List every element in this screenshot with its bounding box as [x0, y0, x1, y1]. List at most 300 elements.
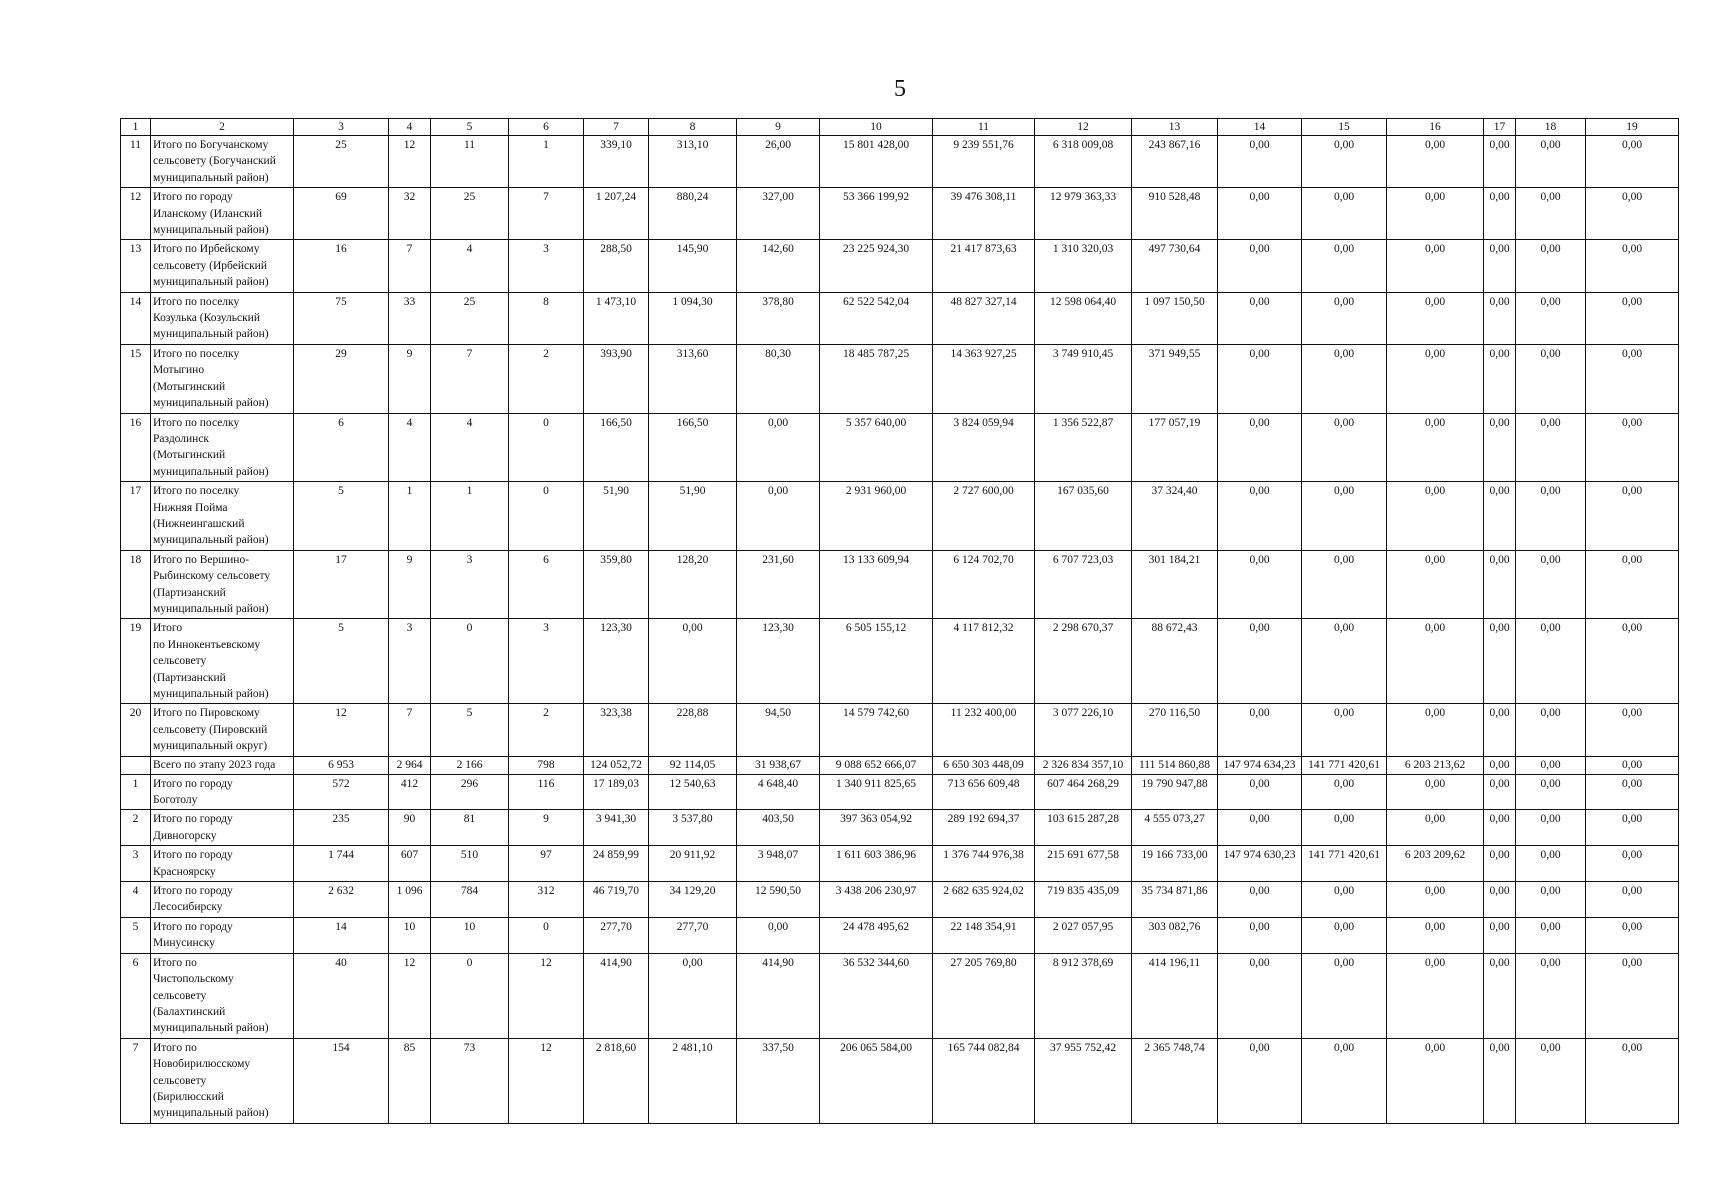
- table-row: [121, 953, 1679, 1038]
- value-cell: 3 537,80: [649, 810, 737, 846]
- value-cell: 4: [431, 240, 509, 292]
- value-cell: 0,00: [1218, 240, 1302, 292]
- value-cell: 0,00: [1586, 756, 1679, 774]
- value-cell: 32: [389, 188, 431, 240]
- value-cell: 0,00: [1586, 188, 1679, 240]
- value-cell: 0,00: [1302, 292, 1387, 344]
- value-cell: 228,88: [649, 704, 737, 756]
- value-cell: 1 207,24: [584, 188, 649, 240]
- value-cell: 497 730,64: [1132, 240, 1218, 292]
- value-cell: 19 166 733,00: [1132, 846, 1218, 882]
- value-cell: 0,00: [1387, 917, 1484, 953]
- value-cell: 0,00: [737, 413, 820, 482]
- value-cell: 11 232 400,00: [933, 704, 1035, 756]
- value-cell: 1 376 744 976,38: [933, 846, 1035, 882]
- table-row: [121, 619, 1679, 704]
- value-cell: 4: [431, 413, 509, 482]
- header-cell: 14: [1218, 119, 1302, 136]
- value-cell: 0,00: [1387, 344, 1484, 413]
- row-name-cell: Итого по Чистопольскому сельсовету (Балахтинский муниципальный район): [151, 953, 294, 1038]
- value-cell: 5 357 640,00: [820, 413, 933, 482]
- value-cell: 607: [389, 846, 431, 882]
- value-cell: 166,50: [584, 413, 649, 482]
- value-cell: 5: [294, 619, 389, 704]
- value-cell: 0,00: [1387, 292, 1484, 344]
- row-number-cell: 4: [121, 882, 151, 918]
- value-cell: 277,70: [584, 917, 649, 953]
- value-cell: 69: [294, 188, 389, 240]
- value-cell: 26,00: [737, 136, 820, 188]
- value-cell: 1 096: [389, 882, 431, 918]
- value-cell: 0,00: [1586, 917, 1679, 953]
- value-cell: 5: [294, 482, 389, 551]
- row-name-cell: Итого по городу Красноярску: [151, 846, 294, 882]
- value-cell: 0,00: [1387, 413, 1484, 482]
- value-cell: 46 719,70: [584, 882, 649, 918]
- value-cell: 2 931 960,00: [820, 482, 933, 551]
- value-cell: 397 363 054,92: [820, 810, 933, 846]
- value-cell: 29: [294, 344, 389, 413]
- value-cell: 2 027 057,95: [1035, 917, 1132, 953]
- row-number-cell: 13: [121, 240, 151, 292]
- value-cell: 393,90: [584, 344, 649, 413]
- value-cell: 16: [294, 240, 389, 292]
- header-cell: 15: [1302, 119, 1387, 136]
- value-cell: 85: [389, 1038, 431, 1123]
- value-cell: 910 528,48: [1132, 188, 1218, 240]
- value-cell: 94,50: [737, 704, 820, 756]
- value-cell: 0,00: [1484, 413, 1516, 482]
- value-cell: 0,00: [1218, 882, 1302, 918]
- data-table: [120, 118, 1679, 1124]
- value-cell: 231,60: [737, 550, 820, 619]
- value-cell: 0,00: [1484, 953, 1516, 1038]
- value-cell: 0,00: [1387, 882, 1484, 918]
- value-cell: 4: [389, 413, 431, 482]
- value-cell: 111 514 860,88: [1132, 756, 1218, 774]
- value-cell: 88 672,43: [1132, 619, 1218, 704]
- value-cell: 313,10: [649, 136, 737, 188]
- value-cell: 337,50: [737, 1038, 820, 1123]
- value-cell: 0,00: [1387, 619, 1484, 704]
- header-cell: 1: [121, 119, 151, 136]
- value-cell: 0,00: [1484, 619, 1516, 704]
- value-cell: 4 117 812,32: [933, 619, 1035, 704]
- value-cell: 0,00: [1387, 704, 1484, 756]
- value-cell: 0,00: [1387, 240, 1484, 292]
- value-cell: 0,00: [1484, 482, 1516, 551]
- value-cell: 6 203 209,62: [1387, 846, 1484, 882]
- value-cell: 1 340 911 825,65: [820, 774, 933, 810]
- value-cell: 0,00: [1586, 882, 1679, 918]
- value-cell: 40: [294, 953, 389, 1038]
- value-cell: 0,00: [1218, 550, 1302, 619]
- value-cell: 147 974 634,23: [1218, 756, 1302, 774]
- value-cell: 97: [509, 846, 584, 882]
- value-cell: 1 744: [294, 846, 389, 882]
- value-cell: 0,00: [1218, 482, 1302, 551]
- value-cell: 9 239 551,76: [933, 136, 1035, 188]
- row-name-cell: Итого по Богучанскому сельсовету (Богучанский муниципальный район): [151, 136, 294, 188]
- value-cell: 0,00: [1516, 550, 1586, 619]
- value-cell: 0,00: [1586, 1038, 1679, 1123]
- value-cell: 0,00: [1218, 619, 1302, 704]
- table-row: [121, 846, 1679, 882]
- value-cell: 9: [509, 810, 584, 846]
- value-cell: 0,00: [1302, 550, 1387, 619]
- value-cell: 17 189,03: [584, 774, 649, 810]
- value-cell: 24 859,99: [584, 846, 649, 882]
- row-name-cell: Итого по Пировскому сельсовету (Пировский муниципальный округ): [151, 704, 294, 756]
- row-name-cell: Итого по поселку Нижняя Пойма (Нижнеингашский муниципальный район): [151, 482, 294, 551]
- row-number-cell: 16: [121, 413, 151, 482]
- value-cell: 784: [431, 882, 509, 918]
- value-cell: 0: [509, 917, 584, 953]
- value-cell: 12: [389, 953, 431, 1038]
- value-cell: 0,00: [1302, 413, 1387, 482]
- value-cell: 147 974 630,23: [1218, 846, 1302, 882]
- header-cell: 18: [1516, 119, 1586, 136]
- value-cell: 20 911,92: [649, 846, 737, 882]
- row-number-cell: 14: [121, 292, 151, 344]
- row-number-cell: 18: [121, 550, 151, 619]
- value-cell: 7: [389, 704, 431, 756]
- value-cell: 12 598 064,40: [1035, 292, 1132, 344]
- value-cell: 0,00: [1484, 240, 1516, 292]
- value-cell: 123,30: [737, 619, 820, 704]
- value-cell: 2 365 748,74: [1132, 1038, 1218, 1123]
- value-cell: 0: [509, 413, 584, 482]
- value-cell: 18 485 787,25: [820, 344, 933, 413]
- value-cell: 48 827 327,14: [933, 292, 1035, 344]
- value-cell: 0,00: [1586, 292, 1679, 344]
- value-cell: 24 478 495,62: [820, 917, 933, 953]
- table-row: [121, 482, 1679, 551]
- value-cell: 0,00: [1516, 810, 1586, 846]
- value-cell: 12: [509, 1038, 584, 1123]
- value-cell: 116: [509, 774, 584, 810]
- value-cell: 0,00: [649, 953, 737, 1038]
- value-cell: 0,00: [1586, 704, 1679, 756]
- header-cell: 7: [584, 119, 649, 136]
- value-cell: 243 867,16: [1132, 136, 1218, 188]
- value-cell: 0,00: [1586, 810, 1679, 846]
- value-cell: 0,00: [1484, 704, 1516, 756]
- value-cell: 145,90: [649, 240, 737, 292]
- value-cell: 5: [431, 704, 509, 756]
- header-cell: 5: [431, 119, 509, 136]
- value-cell: 0,00: [1218, 188, 1302, 240]
- value-cell: 9: [389, 550, 431, 619]
- row-number-cell: [121, 756, 151, 774]
- value-cell: 6 707 723,03: [1035, 550, 1132, 619]
- value-cell: 880,24: [649, 188, 737, 240]
- value-cell: 0,00: [1302, 482, 1387, 551]
- value-cell: 0,00: [1484, 882, 1516, 918]
- value-cell: 0,00: [1586, 413, 1679, 482]
- value-cell: 37 324,40: [1132, 482, 1218, 551]
- value-cell: 2 818,60: [584, 1038, 649, 1123]
- value-cell: 2 632: [294, 882, 389, 918]
- value-cell: 9: [389, 344, 431, 413]
- value-cell: 3: [389, 619, 431, 704]
- header-cell: 2: [151, 119, 294, 136]
- value-cell: 12 979 363,33: [1035, 188, 1132, 240]
- value-cell: 0,00: [1484, 846, 1516, 882]
- row-name-cell: Итого по поселку Козулька (Козульский муниципальный район): [151, 292, 294, 344]
- row-name-cell: Итого по городу Лесосибирску: [151, 882, 294, 918]
- table-row: [121, 1038, 1679, 1123]
- value-cell: 0,00: [1302, 188, 1387, 240]
- value-cell: 607 464 268,29: [1035, 774, 1132, 810]
- table-row: [121, 704, 1679, 756]
- value-cell: 123,30: [584, 619, 649, 704]
- value-cell: 142,60: [737, 240, 820, 292]
- value-cell: 0,00: [1516, 846, 1586, 882]
- value-cell: 0,00: [1218, 344, 1302, 413]
- value-cell: 17: [294, 550, 389, 619]
- value-cell: 53 366 199,92: [820, 188, 933, 240]
- value-cell: 2 964: [389, 756, 431, 774]
- value-cell: 0: [509, 482, 584, 551]
- value-cell: 270 116,50: [1132, 704, 1218, 756]
- value-cell: 414,90: [584, 953, 649, 1038]
- header-cell: 11: [933, 119, 1035, 136]
- header-cell: 3: [294, 119, 389, 136]
- value-cell: 327,00: [737, 188, 820, 240]
- value-cell: 0,00: [1586, 482, 1679, 551]
- value-cell: 3 077 226,10: [1035, 704, 1132, 756]
- value-cell: 378,80: [737, 292, 820, 344]
- value-cell: 0,00: [1484, 292, 1516, 344]
- value-cell: 0,00: [1302, 136, 1387, 188]
- value-cell: 19 790 947,88: [1132, 774, 1218, 810]
- value-cell: 51,90: [584, 482, 649, 551]
- value-cell: 1 473,10: [584, 292, 649, 344]
- value-cell: 2 298 670,37: [1035, 619, 1132, 704]
- value-cell: 2 166: [431, 756, 509, 774]
- row-name-cell: Итого по Иннокентьевскому сельсовету (Партизанский муниципальный район): [151, 619, 294, 704]
- value-cell: 23 225 924,30: [820, 240, 933, 292]
- value-cell: 167 035,60: [1035, 482, 1132, 551]
- value-cell: 0,00: [1516, 917, 1586, 953]
- row-name-cell: Итого по городу Минусинску: [151, 917, 294, 953]
- value-cell: 0,00: [1516, 774, 1586, 810]
- value-cell: 412: [389, 774, 431, 810]
- value-cell: 0,00: [1302, 953, 1387, 1038]
- value-cell: 0,00: [1516, 953, 1586, 1038]
- value-cell: 0,00: [1387, 774, 1484, 810]
- page-number: 5: [894, 76, 906, 102]
- row-name-cell: Итого по городу Иланскому (Иланский муниципальный район): [151, 188, 294, 240]
- value-cell: 0,00: [1516, 619, 1586, 704]
- value-cell: 0,00: [1387, 482, 1484, 551]
- value-cell: 6: [509, 550, 584, 619]
- value-cell: 51,90: [649, 482, 737, 551]
- value-cell: 713 656 609,48: [933, 774, 1035, 810]
- value-cell: 0,00: [1387, 953, 1484, 1038]
- value-cell: 215 691 677,58: [1035, 846, 1132, 882]
- value-cell: 1: [431, 482, 509, 551]
- value-cell: 0,00: [1516, 704, 1586, 756]
- value-cell: 0,00: [1516, 188, 1586, 240]
- value-cell: 35 734 871,86: [1132, 882, 1218, 918]
- header-cell: 9: [737, 119, 820, 136]
- value-cell: 0,00: [1302, 344, 1387, 413]
- value-cell: 0,00: [1387, 136, 1484, 188]
- value-cell: 0,00: [1302, 882, 1387, 918]
- value-cell: 235: [294, 810, 389, 846]
- value-cell: 0,00: [1516, 136, 1586, 188]
- value-cell: 0,00: [1586, 846, 1679, 882]
- value-cell: 1: [509, 136, 584, 188]
- header-cell: 19: [1586, 119, 1679, 136]
- value-cell: 7: [431, 344, 509, 413]
- value-cell: 1 611 603 386,96: [820, 846, 933, 882]
- value-cell: 166,50: [649, 413, 737, 482]
- value-cell: 0,00: [1586, 240, 1679, 292]
- value-cell: 0,00: [1302, 704, 1387, 756]
- row-number-cell: 19: [121, 619, 151, 704]
- value-cell: 0,00: [1484, 1038, 1516, 1123]
- table-row: [121, 240, 1679, 292]
- value-cell: 8 912 378,69: [1035, 953, 1132, 1038]
- header-cell: 4: [389, 119, 431, 136]
- value-cell: 0,00: [1516, 292, 1586, 344]
- value-cell: 14 363 927,25: [933, 344, 1035, 413]
- value-cell: 3 941,30: [584, 810, 649, 846]
- value-cell: 92 114,05: [649, 756, 737, 774]
- table-row: [121, 413, 1679, 482]
- value-cell: 0,00: [1302, 619, 1387, 704]
- value-cell: 3 948,07: [737, 846, 820, 882]
- value-cell: 154: [294, 1038, 389, 1123]
- value-cell: 339,10: [584, 136, 649, 188]
- total-row: [121, 756, 1679, 774]
- value-cell: 165 744 082,84: [933, 1038, 1035, 1123]
- value-cell: 34 129,20: [649, 882, 737, 918]
- value-cell: 0,00: [1387, 550, 1484, 619]
- value-cell: 12: [509, 953, 584, 1038]
- value-cell: 0,00: [649, 619, 737, 704]
- value-cell: 0,00: [1218, 917, 1302, 953]
- value-cell: 25: [431, 188, 509, 240]
- table-row: [121, 882, 1679, 918]
- header-row: [121, 119, 1679, 136]
- value-cell: 3: [431, 550, 509, 619]
- row-number-cell: 15: [121, 344, 151, 413]
- value-cell: 323,38: [584, 704, 649, 756]
- table-row: [121, 344, 1679, 413]
- row-number-cell: 11: [121, 136, 151, 188]
- value-cell: 0,00: [1586, 953, 1679, 1038]
- value-cell: 12: [294, 704, 389, 756]
- value-cell: 0,00: [1302, 1038, 1387, 1123]
- value-cell: 8: [509, 292, 584, 344]
- table-row: [121, 292, 1679, 344]
- value-cell: 303 082,76: [1132, 917, 1218, 953]
- value-cell: 572: [294, 774, 389, 810]
- row-name-cell: Итого по поселку Раздолинск (Мотыгинский муниципальный район): [151, 413, 294, 482]
- value-cell: 0,00: [1218, 1038, 1302, 1123]
- value-cell: 403,50: [737, 810, 820, 846]
- value-cell: 719 835 435,09: [1035, 882, 1132, 918]
- value-cell: 14: [294, 917, 389, 953]
- table-row: [121, 550, 1679, 619]
- value-cell: 0,00: [1586, 774, 1679, 810]
- table-row: [121, 136, 1679, 188]
- value-cell: 288,50: [584, 240, 649, 292]
- value-cell: 510: [431, 846, 509, 882]
- value-cell: 312: [509, 882, 584, 918]
- value-cell: 80,30: [737, 344, 820, 413]
- value-cell: 0,00: [1302, 917, 1387, 953]
- header-cell: 10: [820, 119, 933, 136]
- value-cell: 0,00: [1586, 619, 1679, 704]
- row-name-cell: Итого по Вершино- Рыбинскому сельсовету (Партизанский муниципальный район): [151, 550, 294, 619]
- value-cell: 3 438 206 230,97: [820, 882, 933, 918]
- value-cell: 124 052,72: [584, 756, 649, 774]
- value-cell: 1 356 522,87: [1035, 413, 1132, 482]
- value-cell: 0,00: [1387, 1038, 1484, 1123]
- value-cell: 90: [389, 810, 431, 846]
- value-cell: 414 196,11: [1132, 953, 1218, 1038]
- value-cell: 62 522 542,04: [820, 292, 933, 344]
- value-cell: 12: [389, 136, 431, 188]
- value-cell: 206 065 584,00: [820, 1038, 933, 1123]
- header-cell: 13: [1132, 119, 1218, 136]
- value-cell: 6 124 702,70: [933, 550, 1035, 619]
- table-row: [121, 917, 1679, 953]
- value-cell: 31 938,67: [737, 756, 820, 774]
- value-cell: 0,00: [1484, 188, 1516, 240]
- value-cell: 0,00: [1516, 1038, 1586, 1123]
- value-cell: 0,00: [1218, 953, 1302, 1038]
- value-cell: 1 310 320,03: [1035, 240, 1132, 292]
- row-name-cell: Итого по городу Боготолу: [151, 774, 294, 810]
- value-cell: 6 953: [294, 756, 389, 774]
- value-cell: 0,00: [1484, 810, 1516, 846]
- table-row: [121, 188, 1679, 240]
- table-row: [121, 810, 1679, 846]
- value-cell: 7: [509, 188, 584, 240]
- row-number-cell: 1: [121, 774, 151, 810]
- value-cell: 289 192 694,37: [933, 810, 1035, 846]
- row-number-cell: 7: [121, 1038, 151, 1123]
- header-cell: 17: [1484, 119, 1516, 136]
- value-cell: 37 955 752,42: [1035, 1038, 1132, 1123]
- value-cell: 9 088 652 666,07: [820, 756, 933, 774]
- value-cell: 39 476 308,11: [933, 188, 1035, 240]
- value-cell: 0,00: [1218, 136, 1302, 188]
- value-cell: 0,00: [1387, 810, 1484, 846]
- value-cell: 4 555 073,27: [1132, 810, 1218, 846]
- row-number-cell: 5: [121, 917, 151, 953]
- row-name-cell: Всего по этапу 2023 года: [151, 756, 294, 774]
- value-cell: 0: [431, 953, 509, 1038]
- value-cell: 7: [389, 240, 431, 292]
- value-cell: 81: [431, 810, 509, 846]
- value-cell: 0,00: [1484, 774, 1516, 810]
- row-name-cell: Итого по поселку Мотыгино (Мотыгинский муниципальный район): [151, 344, 294, 413]
- value-cell: 6 318 009,08: [1035, 136, 1132, 188]
- header-cell: 16: [1387, 119, 1484, 136]
- value-cell: 0,00: [1484, 756, 1516, 774]
- row-name-cell: Итого по Ирбейскому сельсовету (Ирбейский муниципальный район): [151, 240, 294, 292]
- value-cell: 0,00: [1218, 774, 1302, 810]
- value-cell: 3 749 910,45: [1035, 344, 1132, 413]
- value-cell: 0,00: [1586, 136, 1679, 188]
